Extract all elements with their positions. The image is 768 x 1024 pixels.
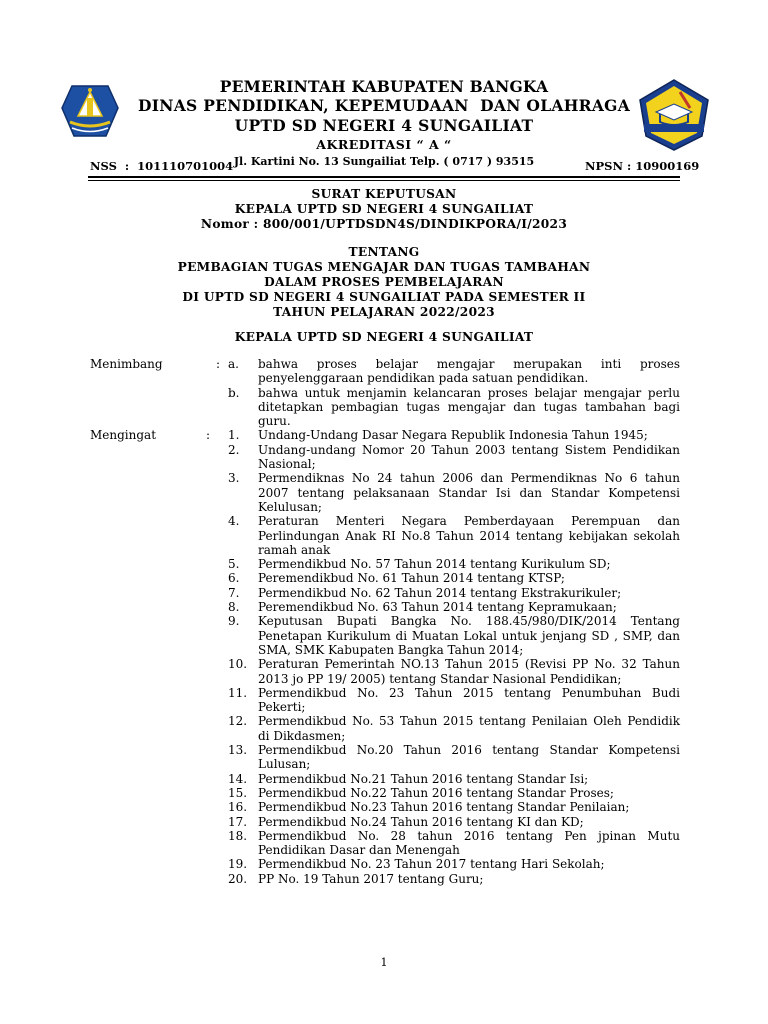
item-text: Undang-Undang Dasar Negara Republik Indonesia Tahun 1945; bbox=[258, 428, 648, 443]
item-number: 12. bbox=[228, 714, 248, 729]
item-number: 7. bbox=[228, 585, 240, 600]
subject-line: DI UPTD SD NEGERI 4 SUNGAILIAT PADA SEMESTER II bbox=[182, 290, 586, 304]
mengingat-item bbox=[228, 814, 680, 829]
item-text: Permendikbud No. 23 Tahun 2017 tentang Hari Sekolah; bbox=[258, 857, 605, 872]
mengingat-item bbox=[228, 514, 680, 557]
menimbang-list bbox=[90, 357, 680, 428]
section-colon: : bbox=[206, 428, 211, 443]
item-number: a. bbox=[228, 357, 239, 371]
decree-subject bbox=[88, 245, 680, 320]
item-number: 5. bbox=[228, 557, 240, 572]
item-text: Permendikbud No. 28 tahun 2016 tentang Pen jpinan Mutu Pendidikan Dasar dan Menengah bbox=[258, 828, 680, 858]
item-number: 18. bbox=[228, 828, 248, 843]
item-text: Permendikbud No. 53 Tahun 2015 tentang Penilaian Oleh Pendidik di Dikdasmen; bbox=[258, 714, 680, 743]
page-number: 1 bbox=[380, 956, 388, 969]
item-text: bahwa proses belajar mengajar merupakan inti proses penyelenggaraan pendidikan pada satuan pendidikan. bbox=[258, 357, 680, 386]
subject-line: DALAM PROSES PEMBELAJARAN bbox=[264, 275, 504, 289]
item-text: Peremendikbud No. 61 Tahun 2014 tentang KTSP; bbox=[258, 571, 565, 586]
menimbang-section bbox=[90, 357, 680, 428]
mengingat-section bbox=[90, 428, 680, 886]
mengingat-item bbox=[228, 428, 680, 443]
letterhead bbox=[120, 78, 648, 170]
mengingat-item bbox=[228, 743, 680, 772]
item-number: 6. bbox=[228, 571, 240, 586]
item-text: Peraturan Pemerintah NO.13 Tahun 2015 (Revisi PP No. 32 Tahun 2013 jo PP 19/ 2005) tentang Standar Nasional Pendidikan; bbox=[258, 657, 680, 686]
section-label: Mengingat bbox=[90, 428, 157, 443]
item-number: 4. bbox=[228, 514, 240, 529]
decree-title: SURAT KEPUTUSAN bbox=[311, 187, 457, 201]
mengingat-item bbox=[228, 614, 680, 657]
decree-number: Nomor : 800/001/UPTDSDN4S/DINDIKPORA/I/2023 bbox=[200, 217, 568, 231]
mengingat-item bbox=[228, 557, 680, 572]
section-colon: : bbox=[216, 357, 221, 371]
decree-head: KEPALA UPTD SD NEGERI 4 SUNGAILIAT bbox=[234, 330, 534, 344]
item-text: Permendikbud No.24 Tahun 2016 tentang KI dan KD; bbox=[258, 814, 584, 829]
letterhead-divider-thin bbox=[88, 180, 680, 181]
item-number: b. bbox=[228, 385, 240, 400]
mengingat-item bbox=[228, 585, 680, 600]
school-logo bbox=[636, 78, 712, 152]
subject-line: PEMBAGIAN TUGAS MENGAJAR DAN TUGAS TAMBAHAN bbox=[177, 260, 591, 274]
item-number: 13. bbox=[228, 743, 248, 758]
mengingat-item bbox=[228, 571, 680, 586]
item-number: 20. bbox=[228, 871, 248, 886]
decree-body bbox=[90, 357, 680, 886]
item-text: bahwa untuk menjamin kelancaran proses belajar mengajar perlu ditetapkan pembagian tugas mengajar dan tugas tambahan bagi guru. bbox=[258, 385, 680, 429]
item-number: 8. bbox=[228, 600, 240, 615]
letterhead-government: PEMERINTAH KABUPATEN BANGKA bbox=[219, 77, 549, 96]
decree-heading bbox=[88, 187, 680, 232]
nss-number: NSS : 101110701004 bbox=[90, 159, 234, 173]
mengingat-item bbox=[228, 871, 680, 886]
mengingat-item bbox=[228, 771, 680, 786]
item-number: 17. bbox=[228, 814, 248, 829]
mengingat-item bbox=[228, 471, 680, 514]
item-number: 1. bbox=[228, 428, 240, 443]
menimbang-item bbox=[228, 385, 680, 429]
npsn-number: NPSN : 10900169 bbox=[585, 159, 700, 173]
item-number: 3. bbox=[228, 471, 240, 486]
item-number: 16. bbox=[228, 800, 248, 815]
mengingat-item bbox=[228, 857, 680, 872]
letterhead-school: UPTD SD NEGERI 4 SUNGAILIAT bbox=[234, 116, 534, 135]
item-number: 10. bbox=[228, 657, 248, 672]
item-text: Permendiknas No 24 tahun 2006 dan Permendiknas No 6 tahun 2007 tentang pelaksanaan Standar Isi dan Standar Kompetensi Kelulusan; bbox=[258, 471, 680, 514]
letterhead-divider bbox=[88, 176, 680, 178]
item-text: Permendikbud No.22 Tahun 2016 tentang Standar Proses; bbox=[258, 785, 614, 800]
item-number: 2. bbox=[228, 442, 240, 457]
kabupaten-bangka-logo bbox=[58, 78, 122, 142]
letterhead-department: DINAS PENDIDIKAN, KEPEMUDAAN DAN OLAHRAGA bbox=[137, 96, 631, 115]
item-text: PP No. 19 Tahun 2017 tentang Guru; bbox=[258, 871, 484, 886]
mengingat-list bbox=[90, 428, 680, 886]
mengingat-item bbox=[228, 442, 680, 472]
mengingat-item bbox=[228, 657, 680, 686]
item-text: Permendikbud No.23 Tahun 2016 tentang Standar Penilaian; bbox=[258, 800, 630, 815]
item-text: Peremendikbud No. 63 Tahun 2014 tentang Kepramukaan; bbox=[258, 600, 617, 615]
mengingat-item bbox=[228, 600, 680, 615]
item-number: 19. bbox=[228, 857, 248, 872]
item-text: Peraturan Menteri Negara Pemberdayaan Perempuan dan Perlindungan Anak RI No.8 Tahun 2014 tentang kebijakan sekolah ramah anak bbox=[258, 514, 680, 557]
menimbang-item bbox=[228, 357, 680, 386]
item-number: 14. bbox=[228, 771, 248, 786]
item-text: Permendikbud No.20 Tahun 2016 tentang Standar Kompetensi Lulusan; bbox=[258, 743, 680, 772]
mengingat-item bbox=[228, 714, 680, 743]
item-text: Permendikbud No. 57 Tahun 2014 tentang Kurikulum SD; bbox=[258, 557, 611, 572]
mengingat-item bbox=[228, 685, 680, 715]
letterhead-accreditation: AKREDITASI “ A “ bbox=[316, 137, 452, 152]
mengingat-item bbox=[228, 828, 680, 858]
subject-line: TAHUN PELAJARAN 2022/2023 bbox=[273, 305, 495, 319]
item-text: Permendikbud No. 23 Tahun 2015 tentang Penumbuhan Budi Pekerti; bbox=[258, 685, 680, 715]
decree-issuer: KEPALA UPTD SD NEGERI 4 SUNGAILIAT bbox=[234, 202, 534, 216]
item-text: Permendikbud No. 62 Tahun 2014 tentang Ekstrakurikuler; bbox=[258, 585, 622, 600]
mengingat-item bbox=[228, 800, 680, 815]
letterhead-address: Jl. Kartini No. 13 Sungailiat Telp. ( 0717 ) 93515 bbox=[233, 155, 535, 168]
mengingat-item bbox=[228, 785, 680, 800]
item-text: Undang-undang Nomor 20 Tahun 2003 tentang Sistem Pendidikan Nasional; bbox=[258, 442, 680, 472]
item-text: Permendikbud No.21 Tahun 2016 tentang Standar Isi; bbox=[258, 771, 589, 786]
item-number: 9. bbox=[228, 614, 240, 629]
item-text: Keputusan Bupati Bangka No. 188.45/980/DIK/2014 Tentang Penetapan Kurikulum di Muatan Lokal untuk jenjang SD , SMP, dan SMA, SMK Kabupaten Bangka Tahun 2014; bbox=[258, 614, 680, 657]
item-number: 11. bbox=[228, 685, 248, 700]
item-number: 15. bbox=[228, 785, 248, 800]
section-label: Menimbang bbox=[90, 357, 163, 371]
tentang-label: TENTANG bbox=[348, 245, 420, 259]
